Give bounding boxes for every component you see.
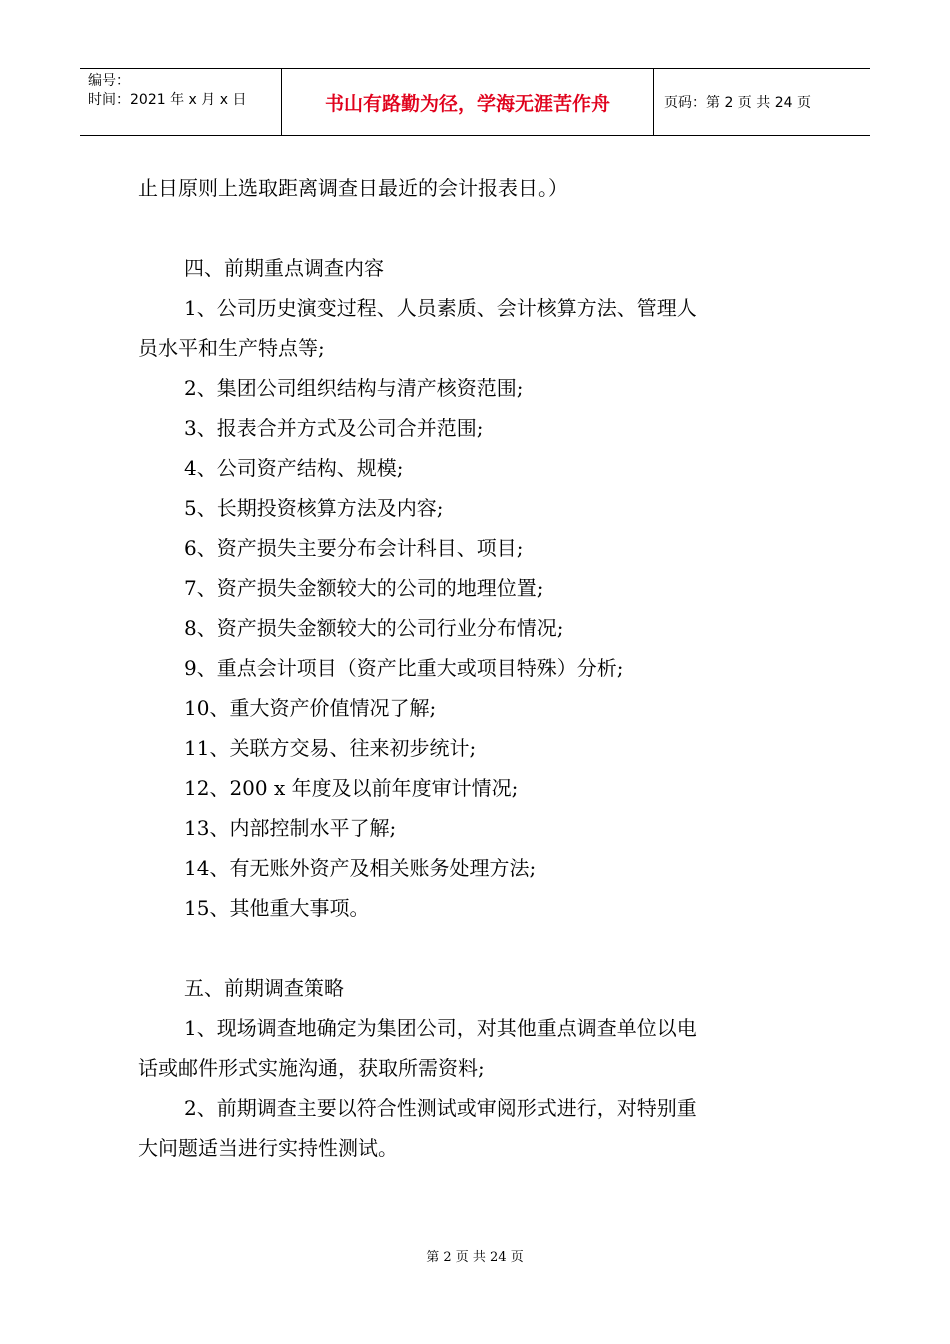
intro-line: 止日原则上选取距离调查日最近的会计报表日。）	[138, 176, 568, 200]
page-footer: 第 2 页 共 24 页	[426, 1250, 524, 1265]
list-item: 9、重点会计项目（资产比重大或项目特殊）分析;	[184, 656, 624, 680]
list-item: 14、有无账外资产及相关账务处理方法;	[184, 856, 537, 880]
list-item: 11、关联方交易、往来初步统计;	[184, 736, 477, 760]
list-item: 12、200 x 年度及以前年度审计情况;	[184, 776, 519, 800]
header-page-code: 页码：第 2 页 共 24 页	[664, 95, 811, 111]
section-4-item-1-line-2: 员水平和生产特点等;	[138, 336, 325, 360]
list-item: 3、报表合并方式及公司合并范围;	[184, 416, 484, 440]
header-meta-cell	[80, 69, 282, 135]
document-body	[138, 168, 818, 1168]
section-4-title: 四、前期重点调查内容	[184, 256, 384, 280]
document-number-label: 编号：	[88, 73, 130, 89]
list-item: 8、资产损失金额较大的公司行业分布情况;	[184, 616, 564, 640]
list-item: 7、资产损失金额较大的公司的地理位置;	[184, 576, 544, 600]
header-motto: 书山有路勤为径，学海无涯苦作舟	[282, 69, 654, 135]
section-4-item-1-line-1: 1、公司历史演变过程、人员素质、会计核算方法、管理人	[184, 296, 697, 320]
list-item: 2、集团公司组织结构与清产核资范围;	[184, 376, 524, 400]
section-5-title: 五、前期调查策略	[184, 976, 344, 1000]
list-item: 6、资产损失主要分布会计科目、项目;	[184, 536, 524, 560]
list-item: 13、内部控制水平了解;	[184, 816, 397, 840]
list-item: 10、重大资产价值情况了解;	[184, 696, 437, 720]
page-header	[80, 68, 870, 136]
section-5-paragraph-2-line-2: 大问题适当进行实持性测试。	[138, 1136, 398, 1160]
section-5-paragraph-1-line-2: 话或邮件形式实施沟通，获取所需资料;	[138, 1056, 485, 1080]
list-item: 15、其他重大事项。	[184, 896, 370, 920]
list-item: 5、长期投资核算方法及内容;	[184, 496, 444, 520]
section-5-paragraph-1-line-1: 1、现场调查地确定为集团公司，对其他重点调查单位以电	[184, 1016, 697, 1040]
document-time-label: 时间：2021 年 x 月 x 日	[88, 92, 247, 108]
list-item: 4、公司资产结构、规模;	[184, 456, 404, 480]
section-5-paragraph-2-line-1: 2、前期调查主要以符合性测试或审阅形式进行，对特别重	[184, 1096, 697, 1120]
